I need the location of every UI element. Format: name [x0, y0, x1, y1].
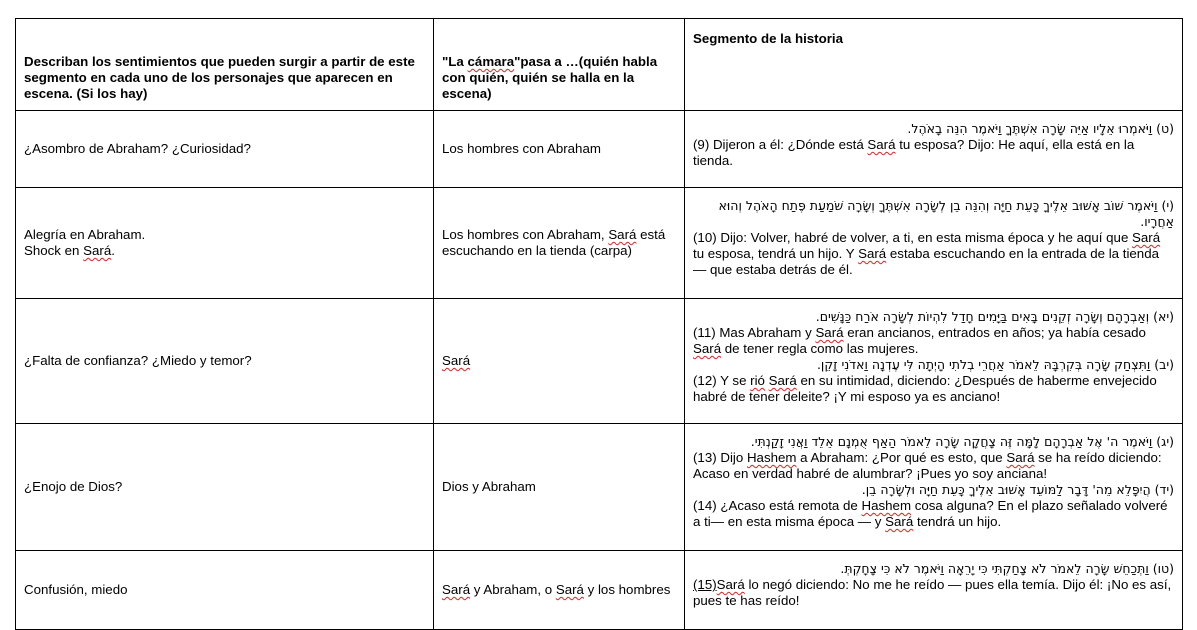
- header-row: [16, 19, 1183, 111]
- cell-camara: [434, 551, 685, 630]
- hebrew-verse-12: (יב) וַתִּצְחַק שָׂרָה בְּקִרְבָּהּ לֵאמֹר אַחֲרֵי בְלֹתִי הָיְתָה לִּי עֶדְנָה וַאדֹנִי זָקֵן.: [816, 357, 1174, 372]
- spanish-verse-14: [693, 498, 1174, 530]
- name-sara: Sará: [768, 373, 797, 388]
- table-row: [16, 111, 1183, 188]
- cell-camara: Los hombres con Abraham: [434, 111, 685, 188]
- sentimiento-line: Alegría en Abraham.: [24, 227, 146, 242]
- text-fragment: (13) Dijo: [693, 450, 747, 465]
- text-fragment: Los hombres con Abraham,: [442, 227, 609, 242]
- name-sara: Sará: [867, 137, 896, 152]
- cell-camara: [434, 299, 685, 424]
- table-row: [16, 551, 1183, 630]
- name-sara: Sará: [608, 227, 637, 242]
- header-camara: [434, 19, 685, 111]
- text-fragment: de tener regla como las mujeres.: [721, 341, 919, 356]
- cell-sentimientos: [16, 188, 434, 299]
- name-sara: Sará: [83, 243, 112, 258]
- text-fragment: a Abraham: ¿Por qué es esto, que: [796, 450, 1007, 465]
- name-sara: Sará: [858, 246, 887, 261]
- spanish-verse-11: [693, 325, 1174, 357]
- name-sara: Sará: [442, 582, 471, 597]
- spanish-verse-13: [693, 450, 1174, 482]
- text-fragment: estaba escuchando en la entrada de la tienda — que estaba detrás de él.: [693, 246, 1159, 277]
- verse-number-link[interactable]: (15): [693, 577, 717, 592]
- cell-sentimientos: ¿Falta de confianza? ¿Miedo y temor?: [16, 299, 434, 424]
- text-fragment: (14) ¿Acaso está remota de: [693, 498, 862, 513]
- hebrew-verse-15: (טו) וַתְּכַחֵשׁ שָׂרָה לֵאמֹר לֹא צָחַקְתִּי כִּי יָרֵאָה וַיֹּאמֶר לֹא כִּי צָחָקְתְּ.: [840, 561, 1174, 576]
- spanish-verse-12: [693, 373, 1174, 405]
- text-fragment: cosa alguna? En el plazo señalado volveré a ti— en esta misma época — y: [693, 498, 1168, 529]
- cell-camara: [434, 188, 685, 299]
- text-fragment: (11) Mas Abraham y: [693, 325, 816, 340]
- text-fragment: tu esposa? Dijo: He aquí, ella está en la tienda.: [693, 137, 1135, 168]
- name-hashem: Hashem: [746, 450, 797, 465]
- header-camara-p3: "pasa a …(quién habla con quién, quién se halla en la escena): [442, 54, 658, 101]
- table-row: [16, 188, 1183, 299]
- hebrew-verse-10: (י) וַיֹּאמֶר שׁוֹב אָשׁוּב אֵלֶיךָ כָּעֵת חַיָּה וְהִנֵּה בֵן לְשָׂרָה אִשְׁתֶּךָ וְשָׂרָה שֹׁמַעַת פֶּתַח הָאֹהֶל וְהוּא אַחֲרָיו.: [718, 198, 1174, 229]
- hebrew-verse-9: (ט) וַיֹּאמְרוּ אֵלָיו אַיֵּה שָׂרָה אִשְׁתֶּךָ וַיֹּאמֶר הִנֵּה בָאֹהֶל.: [907, 121, 1174, 136]
- name-sara: Sará: [693, 341, 722, 356]
- hebrew-verse-14: (יד) הֲיִפָּלֵא מֵה' דָּבָר לַמּוֹעֵד אָשׁוּב אֵלֶיךָ כָּעֵת חַיָּה וּלְשָׂרָה בֵן.: [861, 482, 1174, 497]
- table-row: [16, 299, 1183, 424]
- text-fragment: .: [111, 243, 115, 258]
- header-camara-word: cámara: [467, 54, 515, 69]
- text-fragment: lo negó diciendo: No me he reído — pues ella temía. Dijo él: ¡No es así, pues te has reído!: [693, 577, 1172, 608]
- hebrew-verse-13: (יג) וַיֹּאמֶר ה' אֶל אַבְרָהָם לָמָּה זֶּה צָחֲקָה שָׂרָה לֵאמֹר הַאַף אֻמְנָם אֵלֵד וַאֲנִי זָקַנְתִּי.: [750, 434, 1174, 449]
- name-sara: Sará: [815, 325, 844, 340]
- cell-sentimientos: ¿Asombro de Abraham? ¿Curiosidad?: [16, 111, 434, 188]
- word-rio: rió: [750, 373, 765, 388]
- cell-camara: Dios y Abraham: [434, 424, 685, 551]
- name-sara: Sará: [716, 577, 745, 592]
- name-sara: Sará: [1132, 230, 1161, 245]
- text-fragment: tu esposa, tendrá un hijo. Y: [693, 246, 859, 261]
- cell-segmento: [685, 551, 1183, 630]
- cell-sentimientos: ¿Enojo de Dios?: [16, 424, 434, 551]
- text-fragment: está escuchando en la tienda (carpa): [442, 227, 666, 258]
- spanish-verse-15: [693, 577, 1174, 609]
- text-fragment: se ha reído diciendo: Acaso en verdad habré de alumbrar? ¡Pues yo soy anciana!: [693, 450, 1162, 481]
- text-fragment: eran ancianos, entrados en años; ya había cesado: [843, 325, 1146, 340]
- cell-segmento: [685, 299, 1183, 424]
- sentimiento-line: [24, 243, 425, 259]
- study-table: [15, 18, 1183, 630]
- name-sara: Sará: [442, 353, 471, 368]
- spanish-verse-9: [693, 137, 1174, 169]
- cell-segmento: [685, 188, 1183, 299]
- header-camara-p1: "La: [442, 54, 468, 69]
- text-fragment: en su intimidad, diciendo: ¿Después de haberme envejecido habré de tener deleite? ¡Y mi esposo ya es anciano!: [693, 373, 1157, 404]
- text-fragment: (12) Y se: [693, 373, 751, 388]
- hebrew-verse-11: (יא) וְאַבְרָהָם וְשָׂרָה זְקֵנִים בָּאִים בַּיָּמִים חָדַל לִהְיוֹת לְשָׂרָה אֹרַח כַּנָּשִׁים.: [815, 309, 1174, 324]
- text-fragment: y Abraham, o: [470, 582, 556, 597]
- text-fragment: (9) Dijeron a él: ¿Dónde está: [693, 137, 868, 152]
- name-sara: Sará: [555, 582, 584, 597]
- cell-segmento: [685, 111, 1183, 188]
- text-fragment: (10) Dijo: Volver, habré de volver, a ti, en esta misma época y he aquí que: [693, 230, 1133, 245]
- cell-segmento: [685, 424, 1183, 551]
- spanish-verse-10: [693, 230, 1174, 278]
- name-sara: Sará: [885, 514, 914, 529]
- name-sara: Sará: [1006, 450, 1035, 465]
- cell-sentimientos: Confusión, miedo: [16, 551, 434, 630]
- text-fragment: tendrá un hijo.: [913, 514, 1002, 529]
- text-fragment: y los hombres: [583, 582, 671, 597]
- name-hashem: Hashem: [861, 498, 912, 513]
- header-sentimientos: Describan los sentimientos que pueden surgir a partir de este segmento en cada uno de los personajes que aparecen en escena. (Si los hay): [16, 19, 434, 111]
- header-segmento: Segmento de la historia: [685, 19, 1183, 111]
- text-fragment: Shock en: [24, 243, 84, 258]
- table-row: [16, 424, 1183, 551]
